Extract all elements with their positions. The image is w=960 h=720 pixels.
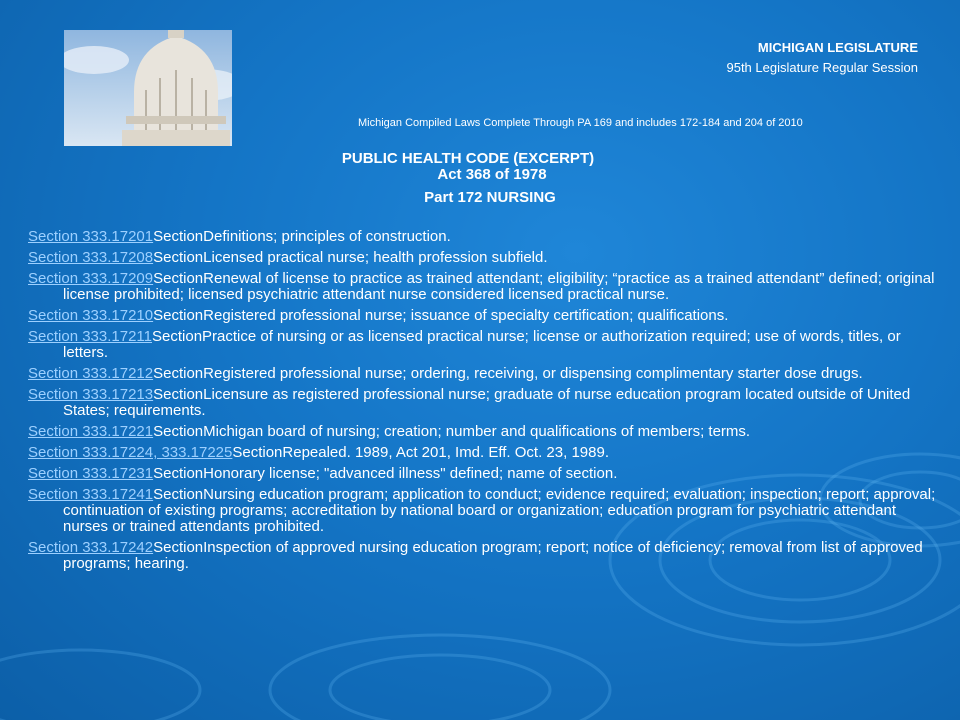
legislature-session: 95th Legislature Regular Session — [726, 60, 918, 75]
section-entry — [28, 229, 936, 245]
section-link[interactable]: Section 333.17208 — [28, 249, 154, 266]
act-title: Act 368 of 1978 — [437, 166, 547, 183]
section-description: SectionMichigan board of nursing; creation; number and qualifications of members; terms. — [153, 423, 751, 440]
section-description: SectionLicensed practical nurse; health profession subfield. — [153, 249, 548, 266]
section-link[interactable]: Section 333.17221 — [28, 423, 154, 440]
section-entry — [28, 424, 936, 440]
section-entry — [28, 445, 936, 461]
section-entry — [28, 271, 936, 303]
section-link[interactable]: Section 333.17224, 333.17225 — [28, 444, 233, 461]
section-link[interactable]: Section 333.17210 — [28, 307, 154, 324]
capitol-dome-photo — [64, 30, 232, 146]
section-entry — [28, 308, 936, 324]
section-description: SectionNursing education program; application to conduct; evidence required; evaluation; inspection; report; approval; continuation of existing programs; accreditation by national board or organization; education program for psychiatric attendant nurses or trained attendants prohibited. — [63, 486, 936, 535]
compiled-laws-note: Michigan Compiled Laws Complete Through PA 169 and includes 172-184 and 204 of 2010 — [358, 117, 803, 129]
section-description: SectionDefinitions; principles of construction. — [153, 228, 451, 245]
section-entry — [28, 329, 936, 361]
legislature-name: MICHIGAN LEGISLATURE — [757, 40, 918, 55]
section-description: SectionLicensure as registered professional nurse; graduate of nurse education program located outside of United States; requirements. — [63, 386, 911, 419]
code-title: PUBLIC HEALTH CODE (EXCERPT) — [341, 150, 595, 167]
part-title: Part 172 NURSING — [424, 189, 556, 206]
section-link[interactable]: Section 333.17231 — [28, 465, 154, 482]
section-link[interactable]: Section 333.17242 — [28, 539, 154, 556]
section-link[interactable]: Section 333.17213 — [28, 386, 154, 403]
section-link[interactable]: Section 333.17212 — [28, 365, 154, 382]
section-link[interactable]: Section 333.17241 — [28, 486, 154, 503]
section-description: SectionRepealed. 1989, Act 201, Imd. Eff. Oct. 23, 1989. — [232, 444, 609, 461]
section-link[interactable]: Section 333.17201 — [28, 228, 154, 245]
section-description: SectionRegistered professional nurse; issuance of specialty certification; qualifications. — [153, 307, 729, 324]
section-entry — [28, 487, 936, 535]
section-description: SectionPractice of nursing or as licensed practical nurse; license or authorization required; use of words, titles, or letters. — [63, 328, 901, 361]
section-list — [28, 229, 936, 577]
section-description: SectionInspection of approved nursing education program; report; notice of deficiency; removal from list of approved programs; hearing. — [63, 539, 923, 572]
section-description: SectionHonorary license; "advanced illness" defined; name of section. — [153, 465, 618, 482]
section-description: SectionRenewal of license to practice as trained attendant; eligibility; “practice as a trained attendant” defined; original license prohibited; licensed psychiatric attendant nurse considered licensed practical nurse. — [63, 270, 935, 303]
section-entry — [28, 387, 936, 419]
section-entry — [28, 540, 936, 572]
section-link[interactable]: Section 333.17211 — [28, 328, 152, 345]
section-entry — [28, 466, 936, 482]
section-description: SectionRegistered professional nurse; ordering, receiving, or dispensing complimentary starter dose drugs. — [153, 365, 863, 382]
section-entry — [28, 366, 936, 382]
section-link[interactable]: Section 333.17209 — [28, 270, 154, 287]
section-entry — [28, 250, 936, 266]
